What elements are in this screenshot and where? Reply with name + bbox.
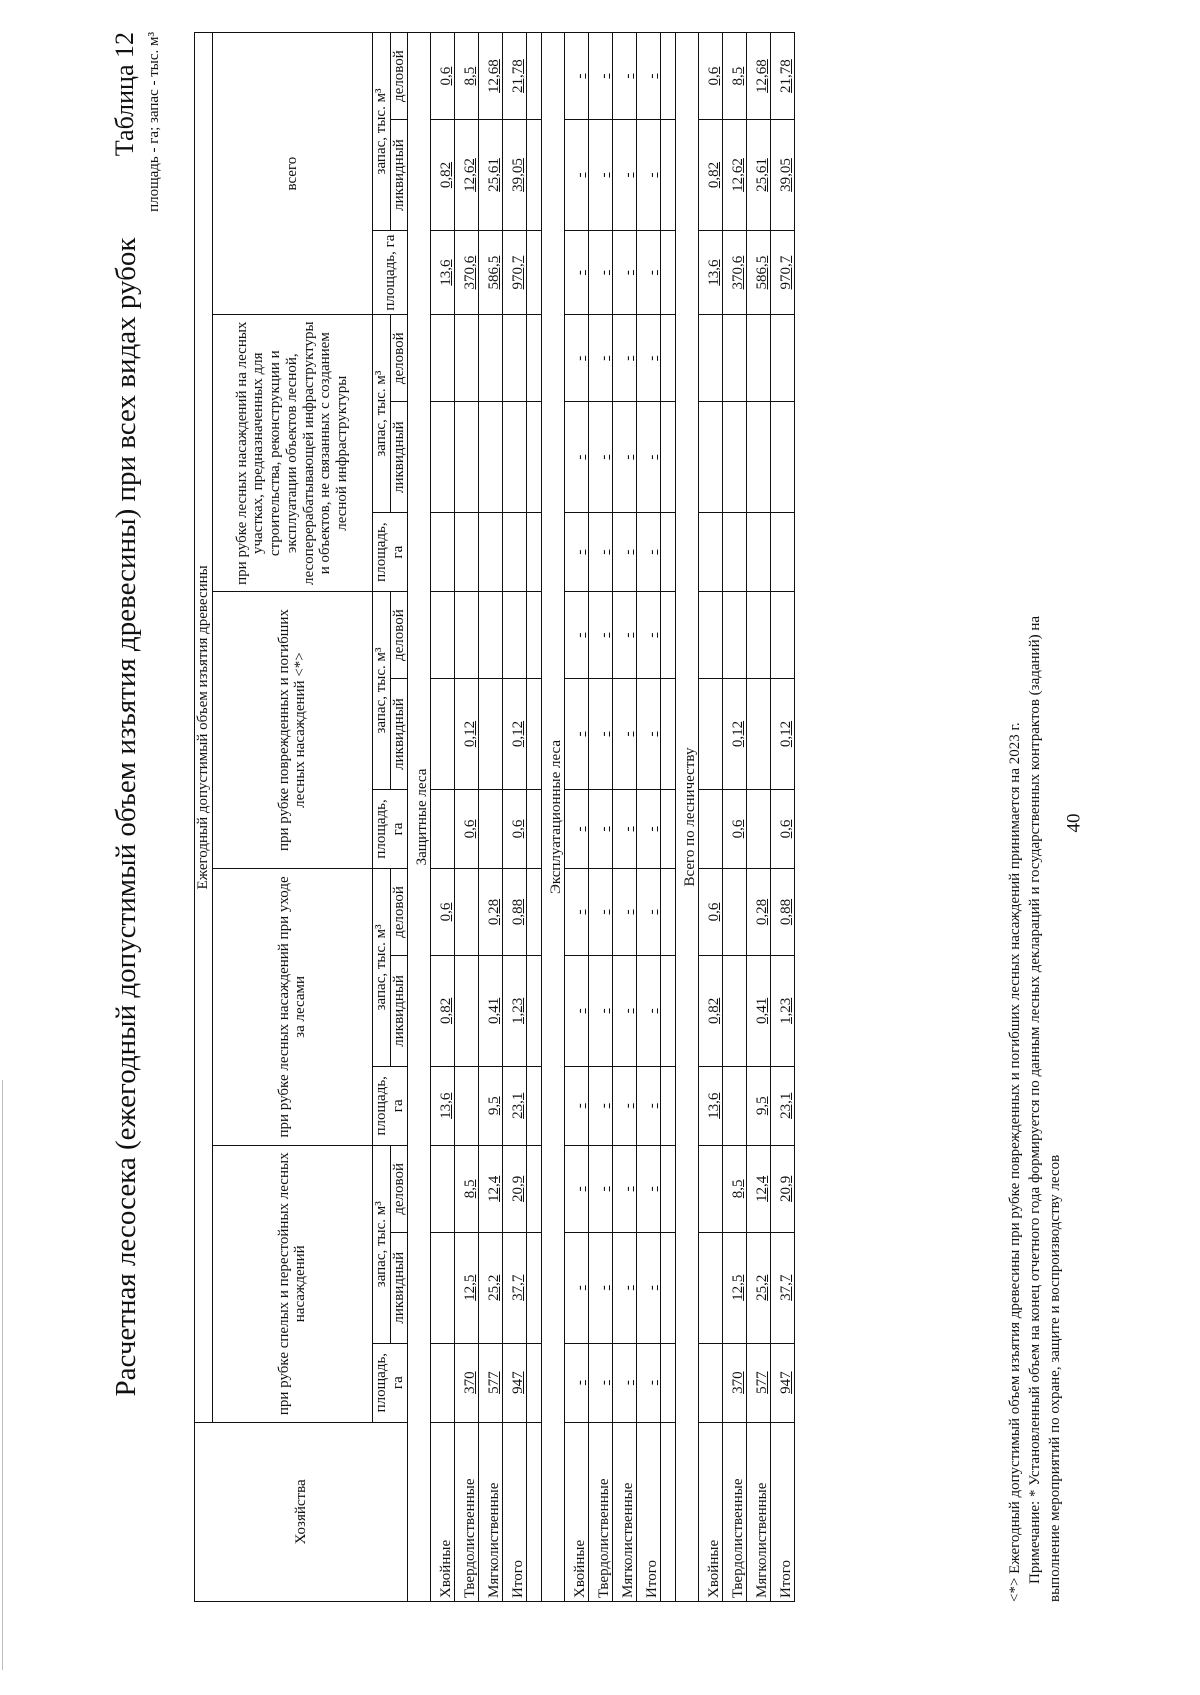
table-cell: - bbox=[589, 868, 613, 955]
allowable-cut-table bbox=[194, 32, 795, 1602]
table-cell bbox=[771, 402, 795, 513]
spacer-row bbox=[661, 33, 676, 1602]
scan-edge-line bbox=[2, 1080, 3, 1670]
table-cell bbox=[723, 315, 747, 402]
spacer-cell bbox=[527, 513, 542, 592]
table-cell bbox=[503, 592, 527, 679]
table-row bbox=[455, 33, 479, 1602]
table-cell: - bbox=[637, 402, 661, 513]
table-cell: 577 bbox=[479, 1343, 503, 1422]
table-row bbox=[723, 33, 747, 1602]
table-cell: 0,6 bbox=[455, 789, 479, 868]
table-cell bbox=[699, 1145, 723, 1232]
table-cell: - bbox=[613, 315, 637, 402]
table-cell bbox=[747, 315, 771, 402]
table-cell: 8,5 bbox=[723, 33, 747, 120]
table-cell: - bbox=[637, 956, 661, 1067]
table-cell: 0,12 bbox=[771, 679, 795, 790]
header-commercial: деловой bbox=[390, 592, 408, 679]
table-cell: 1,23 bbox=[771, 956, 795, 1067]
table-cell: 13,6 bbox=[699, 230, 723, 314]
table-cell: 970,7 bbox=[771, 230, 795, 314]
row-label: Мягколиственные bbox=[613, 1422, 637, 1601]
table-cell: 0,6 bbox=[431, 868, 455, 955]
header-area: площадь, га bbox=[372, 789, 408, 868]
table-cell bbox=[723, 956, 747, 1067]
table-cell: - bbox=[565, 33, 589, 120]
spacer-cell bbox=[527, 868, 542, 955]
table-cell bbox=[455, 956, 479, 1067]
spacer-cell bbox=[661, 230, 676, 314]
table-cell: - bbox=[589, 402, 613, 513]
row-label: Мягколиственные bbox=[479, 1422, 503, 1601]
header-area: площадь, га bbox=[372, 230, 408, 314]
table-cell bbox=[431, 679, 455, 790]
table-row bbox=[479, 33, 503, 1602]
table-cell: 20,9 bbox=[771, 1145, 795, 1232]
table-cell: 0,28 bbox=[747, 868, 771, 955]
table-cell: 0,12 bbox=[723, 679, 747, 790]
spacer-cell bbox=[527, 120, 542, 231]
header-mature-felling: при рубке спелых и перестойных лесных насаждений bbox=[212, 1145, 372, 1422]
spacer-cell bbox=[527, 1422, 542, 1601]
spacer-cell bbox=[661, 315, 676, 402]
table-cell: 370,6 bbox=[723, 230, 747, 314]
table-cell: - bbox=[637, 679, 661, 790]
table-cell bbox=[503, 513, 527, 592]
table-cell bbox=[747, 789, 771, 868]
units-note: площадь - га; запас - тыс. м³ bbox=[146, 32, 162, 212]
table-cell: 12,5 bbox=[455, 1232, 479, 1343]
table-cell: - bbox=[589, 789, 613, 868]
table-cell: 0,82 bbox=[431, 120, 455, 231]
footnote-star: <*> Ежегодный допустимый объем изъятия древесины при рубке поврежденных и погибших лесных насаждений принимается на 2023 г. bbox=[1007, 722, 1023, 1602]
section-title: Эксплуатационные леса bbox=[542, 33, 565, 1602]
spacer-cell bbox=[661, 1343, 676, 1422]
spacer-cell bbox=[527, 402, 542, 513]
table-cell: - bbox=[613, 1066, 637, 1145]
spacer-cell bbox=[661, 1232, 676, 1343]
table-cell: 0,41 bbox=[747, 956, 771, 1067]
table-cell bbox=[699, 402, 723, 513]
table-cell bbox=[771, 592, 795, 679]
table-cell bbox=[431, 315, 455, 402]
table-cell bbox=[723, 592, 747, 679]
table-cell bbox=[431, 592, 455, 679]
table-cell: 577 bbox=[747, 1343, 771, 1422]
table-cell: - bbox=[637, 868, 661, 955]
header-liquid: ликвидный bbox=[390, 402, 408, 513]
table-cell: 12,4 bbox=[747, 1145, 771, 1232]
spacer-cell bbox=[661, 592, 676, 679]
table-cell bbox=[431, 789, 455, 868]
table-cell: - bbox=[565, 513, 589, 592]
spacer-cell bbox=[661, 956, 676, 1067]
spacer-cell bbox=[527, 679, 542, 790]
table-cell bbox=[747, 402, 771, 513]
header-liquid: ликвидный bbox=[390, 120, 408, 231]
table-cell: 0,28 bbox=[479, 868, 503, 955]
table-cell: 12,62 bbox=[723, 120, 747, 231]
table-cell: - bbox=[637, 315, 661, 402]
table-cell: 8,5 bbox=[723, 1145, 747, 1232]
table-cell: 23,1 bbox=[503, 1066, 527, 1145]
table-row bbox=[565, 33, 589, 1602]
table-cell: - bbox=[589, 956, 613, 1067]
table-cell: 20,9 bbox=[503, 1145, 527, 1232]
table-cell bbox=[455, 513, 479, 592]
table-cell bbox=[699, 789, 723, 868]
spacer-cell bbox=[661, 789, 676, 868]
table-cell: - bbox=[589, 1066, 613, 1145]
spacer-cell bbox=[527, 230, 542, 314]
table-cell: 39,05 bbox=[503, 120, 527, 231]
table-cell bbox=[771, 315, 795, 402]
footnotes bbox=[1006, 32, 1065, 1602]
table-cell: - bbox=[613, 789, 637, 868]
table-cell: - bbox=[637, 513, 661, 592]
table-cell: - bbox=[613, 1343, 637, 1422]
table-cell: 0,88 bbox=[503, 868, 527, 955]
header-area: площадь, га bbox=[372, 1343, 408, 1422]
table-cell bbox=[479, 315, 503, 402]
table-cell: - bbox=[613, 33, 637, 120]
header-area: площадь, га bbox=[372, 1066, 408, 1145]
table-number: Таблица 12 bbox=[110, 32, 139, 157]
table-cell bbox=[455, 1066, 479, 1145]
header-stock: запас, тыс. м³ bbox=[372, 33, 390, 231]
spacer-cell bbox=[527, 1066, 542, 1145]
header-group: Ежегодный допустимый объем изъятия древесины bbox=[195, 33, 213, 1423]
table-row bbox=[589, 33, 613, 1602]
table-cell bbox=[723, 402, 747, 513]
section-row bbox=[676, 33, 699, 1602]
table-cell: - bbox=[565, 230, 589, 314]
table-cell bbox=[479, 513, 503, 592]
table-cell: - bbox=[565, 315, 589, 402]
table-cell: 0,88 bbox=[771, 868, 795, 955]
section-row bbox=[408, 33, 431, 1602]
table-cell: - bbox=[613, 1232, 637, 1343]
table-cell bbox=[747, 679, 771, 790]
table-cell: 9,5 bbox=[479, 1066, 503, 1145]
table-cell bbox=[455, 868, 479, 955]
spacer-cell bbox=[661, 33, 676, 120]
table-cell bbox=[699, 679, 723, 790]
header-commercial: деловой bbox=[390, 33, 408, 120]
table-cell: - bbox=[565, 1145, 589, 1232]
header-commercial: деловой bbox=[390, 1145, 408, 1232]
spacer-cell bbox=[661, 513, 676, 592]
table-cell: - bbox=[637, 120, 661, 231]
table-cell: 947 bbox=[771, 1343, 795, 1422]
table-cell: - bbox=[589, 1145, 613, 1232]
table-cell: - bbox=[613, 868, 637, 955]
table-cell: - bbox=[613, 679, 637, 790]
table-cell: - bbox=[589, 230, 613, 314]
table-cell: - bbox=[637, 1232, 661, 1343]
table-cell bbox=[699, 513, 723, 592]
table-cell: 8,5 bbox=[455, 33, 479, 120]
header-stock: запас, тыс. м³ bbox=[372, 592, 390, 790]
table-cell: - bbox=[637, 230, 661, 314]
table-cell: 1,23 bbox=[503, 956, 527, 1067]
footnote-note: Примечание: * Установленный объем на конец отчетного года формируется по данным лесных деклараций и государственных контрактов (заданий) на bbox=[1026, 615, 1043, 1584]
table-cell bbox=[479, 402, 503, 513]
table-cell: 0,82 bbox=[431, 956, 455, 1067]
header-commercial: деловой bbox=[390, 868, 408, 955]
table-cell: 8,5 bbox=[455, 1145, 479, 1232]
row-label: Хвойные bbox=[431, 1422, 455, 1601]
table-cell: 0,6 bbox=[699, 33, 723, 120]
table-cell: 12,68 bbox=[747, 33, 771, 120]
header-stock: запас, тыс. м³ bbox=[372, 315, 390, 513]
header-area: площадь, га bbox=[372, 513, 408, 592]
section-title: Защитные леса bbox=[408, 33, 431, 1602]
table-cell bbox=[455, 315, 479, 402]
table-cell bbox=[771, 513, 795, 592]
table-cell: - bbox=[637, 33, 661, 120]
table-cell: 0,6 bbox=[723, 789, 747, 868]
table-row bbox=[637, 33, 661, 1602]
page-title: Расчетная лесосека (ежегодный допустимый объем изъятия древесины) при всех видах рубок bbox=[110, 237, 142, 1397]
spacer-cell bbox=[661, 402, 676, 513]
table-cell: 0,6 bbox=[503, 789, 527, 868]
table-cell: - bbox=[589, 120, 613, 231]
section-row bbox=[542, 33, 565, 1602]
row-label: Хвойные bbox=[699, 1422, 723, 1601]
table-cell: - bbox=[565, 402, 589, 513]
table-cell bbox=[503, 315, 527, 402]
header-liquid: ликвидный bbox=[390, 956, 408, 1067]
table-cell: 39,05 bbox=[771, 120, 795, 231]
table-cell: 25,2 bbox=[479, 1232, 503, 1343]
row-label: Твердолиственные bbox=[589, 1422, 613, 1601]
table-cell bbox=[431, 1145, 455, 1232]
table-cell: - bbox=[613, 513, 637, 592]
table-cell: 0,82 bbox=[699, 956, 723, 1067]
row-label: Твердолиственные bbox=[455, 1422, 479, 1601]
spacer-cell bbox=[527, 315, 542, 402]
table-cell: - bbox=[589, 1232, 613, 1343]
table-row bbox=[747, 33, 771, 1602]
spacer-cell bbox=[661, 120, 676, 231]
table-cell: 0,6 bbox=[431, 33, 455, 120]
table-cell: - bbox=[565, 1066, 589, 1145]
table-cell: - bbox=[637, 1343, 661, 1422]
header-stock: запас, тыс. м³ bbox=[372, 868, 390, 1066]
table-cell: - bbox=[565, 592, 589, 679]
table-cell: 586,5 bbox=[747, 230, 771, 314]
spacer-cell bbox=[527, 1232, 542, 1343]
spacer-cell bbox=[527, 1343, 542, 1422]
header-liquid: ликвидный bbox=[390, 679, 408, 790]
table-cell bbox=[699, 315, 723, 402]
table-cell: - bbox=[589, 592, 613, 679]
table-cell: 25,2 bbox=[747, 1232, 771, 1343]
spacer-cell bbox=[527, 956, 542, 1067]
table-cell bbox=[431, 402, 455, 513]
table-cell: - bbox=[613, 402, 637, 513]
table-cell: 25,61 bbox=[747, 120, 771, 231]
table-cell bbox=[723, 513, 747, 592]
table-cell bbox=[431, 1343, 455, 1422]
table-cell: 13,6 bbox=[699, 1066, 723, 1145]
table-cell: - bbox=[637, 789, 661, 868]
table-cell: 12,68 bbox=[479, 33, 503, 120]
spacer-cell bbox=[527, 33, 542, 120]
table-row bbox=[431, 33, 455, 1602]
table-cell bbox=[479, 679, 503, 790]
table-cell: - bbox=[565, 1232, 589, 1343]
table-cell: - bbox=[589, 1343, 613, 1422]
table-cell bbox=[723, 868, 747, 955]
section-title: Всего по лесничеству bbox=[676, 33, 699, 1602]
row-label: Итого bbox=[503, 1422, 527, 1601]
spacer-cell bbox=[661, 1066, 676, 1145]
table-cell: 0,12 bbox=[455, 679, 479, 790]
table-cell: - bbox=[589, 33, 613, 120]
row-label: Итого bbox=[637, 1422, 661, 1601]
row-label: Хвойные bbox=[565, 1422, 589, 1601]
table-cell: 370,6 bbox=[455, 230, 479, 314]
table-cell: - bbox=[589, 315, 613, 402]
spacer-cell bbox=[661, 679, 676, 790]
table-cell: - bbox=[589, 679, 613, 790]
table-cell: 21,78 bbox=[503, 33, 527, 120]
table-cell: - bbox=[565, 789, 589, 868]
table-cell: - bbox=[565, 868, 589, 955]
table-body bbox=[408, 33, 795, 1602]
table-cell: 370 bbox=[455, 1343, 479, 1422]
table-cell bbox=[503, 402, 527, 513]
table-cell bbox=[699, 1232, 723, 1343]
table-cell: 23,1 bbox=[771, 1066, 795, 1145]
table-cell: 37,7 bbox=[771, 1232, 795, 1343]
table-cell: 21,78 bbox=[771, 33, 795, 120]
table-row bbox=[503, 33, 527, 1602]
row-label: Мягколиственные bbox=[747, 1422, 771, 1601]
table-cell: - bbox=[565, 120, 589, 231]
spacer-cell bbox=[527, 1145, 542, 1232]
table-cell: - bbox=[589, 513, 613, 592]
spacer-cell bbox=[661, 868, 676, 955]
table-cell: - bbox=[637, 1066, 661, 1145]
table-cell: - bbox=[637, 592, 661, 679]
table-cell bbox=[431, 513, 455, 592]
table-cell: - bbox=[613, 120, 637, 231]
table-cell: 947 bbox=[503, 1343, 527, 1422]
table-cell bbox=[747, 513, 771, 592]
spacer-cell bbox=[661, 1145, 676, 1232]
header-liquid: ликвидный bbox=[390, 1232, 408, 1343]
table-row bbox=[771, 33, 795, 1602]
table-cell: 13,6 bbox=[431, 230, 455, 314]
table-cell: 37,7 bbox=[503, 1232, 527, 1343]
table-cell bbox=[455, 592, 479, 679]
spacer-cell bbox=[527, 789, 542, 868]
table-cell: 9,5 bbox=[747, 1066, 771, 1145]
table-cell: 13,6 bbox=[431, 1066, 455, 1145]
table-cell: - bbox=[613, 956, 637, 1067]
table-cell: - bbox=[565, 1343, 589, 1422]
table-cell: - bbox=[637, 1145, 661, 1232]
table-cell: - bbox=[565, 956, 589, 1067]
table-cell: 12,62 bbox=[455, 120, 479, 231]
table-cell: 370 bbox=[723, 1343, 747, 1422]
footnote-note-cont: выполнение мероприятий по охране, защите и воспроизводству лесов bbox=[1046, 1154, 1063, 1602]
table-cell: 0,41 bbox=[479, 956, 503, 1067]
spacer-cell bbox=[661, 1422, 676, 1601]
page-number: 40 bbox=[1063, 813, 1085, 833]
table-cell bbox=[479, 789, 503, 868]
table-cell: 0,12 bbox=[503, 679, 527, 790]
table-cell: - bbox=[613, 1145, 637, 1232]
header-infrastructure-felling: при рубке лесных насаждений на лесных участках, предназначенных для строительства, реконструкции и эксплуатации объектов лесной, лесоперерабатывающей инфраструктуры и объектов, не связанных с созданием лесной инфраструктуры bbox=[212, 315, 372, 592]
table-cell bbox=[699, 1343, 723, 1422]
table-row bbox=[699, 33, 723, 1602]
header-damaged-felling: при рубке поврежденных и погибших лесных насаждений <*> bbox=[212, 592, 372, 869]
header-commercial: деловой bbox=[390, 315, 408, 402]
table-cell: - bbox=[565, 679, 589, 790]
header-care-felling: при рубке лесных насаждений при уходе за лесами bbox=[212, 868, 372, 1145]
spacer-cell bbox=[527, 592, 542, 679]
table-cell: - bbox=[613, 592, 637, 679]
spacer-row bbox=[527, 33, 542, 1602]
table-cell: 12,5 bbox=[723, 1232, 747, 1343]
header-stock: запас, тыс. м³ bbox=[372, 1145, 390, 1343]
table-cell: 0,6 bbox=[699, 868, 723, 955]
table-cell bbox=[699, 592, 723, 679]
table-cell: 25,61 bbox=[479, 120, 503, 231]
table-cell: 970,7 bbox=[503, 230, 527, 314]
row-label: Твердолиственные bbox=[723, 1422, 747, 1601]
header-farms: Хозяйства bbox=[195, 1422, 408, 1601]
table-row bbox=[613, 33, 637, 1602]
table-cell bbox=[455, 402, 479, 513]
table-cell: 0,6 bbox=[771, 789, 795, 868]
table-cell bbox=[747, 592, 771, 679]
table-cell: 586,5 bbox=[479, 230, 503, 314]
table-cell bbox=[479, 592, 503, 679]
table-cell: 0,82 bbox=[699, 120, 723, 231]
table-cell bbox=[723, 1066, 747, 1145]
rotated-page-content bbox=[110, 32, 1130, 1602]
table-cell: - bbox=[613, 230, 637, 314]
row-label: Итого bbox=[771, 1422, 795, 1601]
table-cell: 12,4 bbox=[479, 1145, 503, 1232]
table-cell bbox=[431, 1232, 455, 1343]
header-total: всего bbox=[212, 33, 372, 315]
